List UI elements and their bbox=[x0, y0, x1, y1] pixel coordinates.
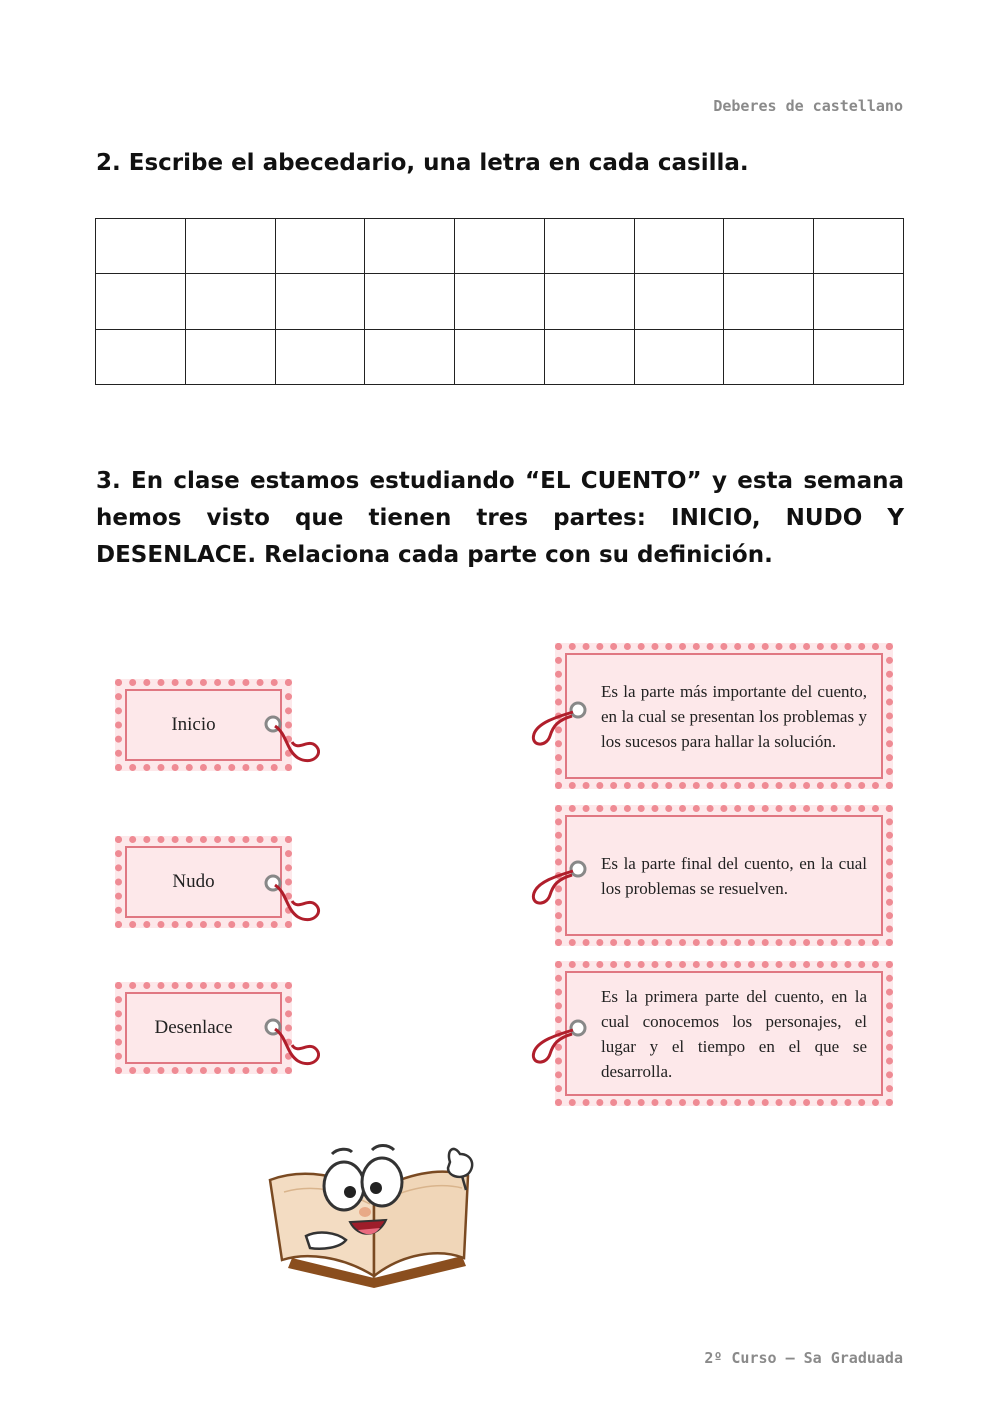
grid-cell[interactable] bbox=[96, 329, 186, 384]
grid-cell[interactable] bbox=[544, 274, 634, 329]
grid-cell[interactable] bbox=[185, 219, 275, 274]
grid-cell[interactable] bbox=[455, 219, 545, 274]
grid-cell[interactable] bbox=[634, 274, 724, 329]
definition-card-3[interactable] bbox=[555, 961, 893, 1106]
term-label: Desenlace bbox=[154, 1017, 233, 1038]
grid-cell[interactable] bbox=[634, 219, 724, 274]
definition-text: Es la parte más importante del cuento, en la cual se presentan los problemas y los sucesos para hallar la solución. bbox=[601, 681, 867, 751]
definition-card-2[interactable] bbox=[555, 805, 893, 946]
grid-row bbox=[96, 274, 904, 329]
grid-cell[interactable] bbox=[96, 274, 186, 329]
grid-cell[interactable] bbox=[455, 329, 545, 384]
grid-cell[interactable] bbox=[814, 274, 904, 329]
grid-cell[interactable] bbox=[544, 219, 634, 274]
definition-card-1[interactable] bbox=[555, 643, 893, 789]
question-2-title: 2. Escribe el abecedario, una letra en cada casilla. bbox=[96, 150, 749, 176]
tag-string-icon bbox=[528, 698, 592, 748]
tag-string-icon bbox=[528, 857, 592, 907]
grid-cell[interactable] bbox=[544, 329, 634, 384]
tag-string-icon bbox=[262, 712, 326, 764]
book-mascot-icon bbox=[262, 1140, 482, 1290]
grid-cell[interactable] bbox=[275, 274, 365, 329]
grid-cell[interactable] bbox=[365, 274, 455, 329]
grid-cell[interactable] bbox=[275, 219, 365, 274]
grid-row bbox=[96, 219, 904, 274]
grid-cell[interactable] bbox=[634, 329, 724, 384]
grid-cell[interactable] bbox=[185, 274, 275, 329]
grid-row bbox=[96, 329, 904, 384]
grid-cell[interactable] bbox=[185, 329, 275, 384]
grid-cell[interactable] bbox=[814, 329, 904, 384]
term-label: Nudo bbox=[172, 871, 215, 892]
grid-cell[interactable] bbox=[96, 219, 186, 274]
grid-cell[interactable] bbox=[724, 274, 814, 329]
grid-cell[interactable] bbox=[814, 219, 904, 274]
grid-cell[interactable] bbox=[724, 329, 814, 384]
grid-cell[interactable] bbox=[724, 219, 814, 274]
alphabet-grid bbox=[95, 218, 904, 385]
question-3-title: 3. En clase estamos estudiando “EL CUENTO” y esta semana hemos visto que tienen tres partes: INICIO, NUDO Y DESENLACE. Relaciona cada parte con su definición. bbox=[96, 468, 904, 568]
grid-cell[interactable] bbox=[275, 329, 365, 384]
definition-text: Es la parte final del cuento, en la cual los problemas se resuelven. bbox=[601, 853, 867, 898]
grid-cell[interactable] bbox=[365, 219, 455, 274]
tag-string-icon bbox=[262, 1015, 326, 1067]
header-subject: Deberes de castellano bbox=[713, 97, 903, 115]
term-label: Inicio bbox=[171, 714, 216, 735]
grid-cell[interactable] bbox=[455, 274, 545, 329]
tag-string-icon bbox=[262, 871, 326, 923]
grid-cell[interactable] bbox=[365, 329, 455, 384]
tag-string-icon bbox=[528, 1016, 592, 1066]
footer-course: 2º Curso – Sa Graduada bbox=[704, 1349, 903, 1367]
definition-text: Es la primera parte del cuento, en la cual conocemos los personajes, el lugar y el tiempo en el que se desarrolla. bbox=[601, 986, 867, 1081]
